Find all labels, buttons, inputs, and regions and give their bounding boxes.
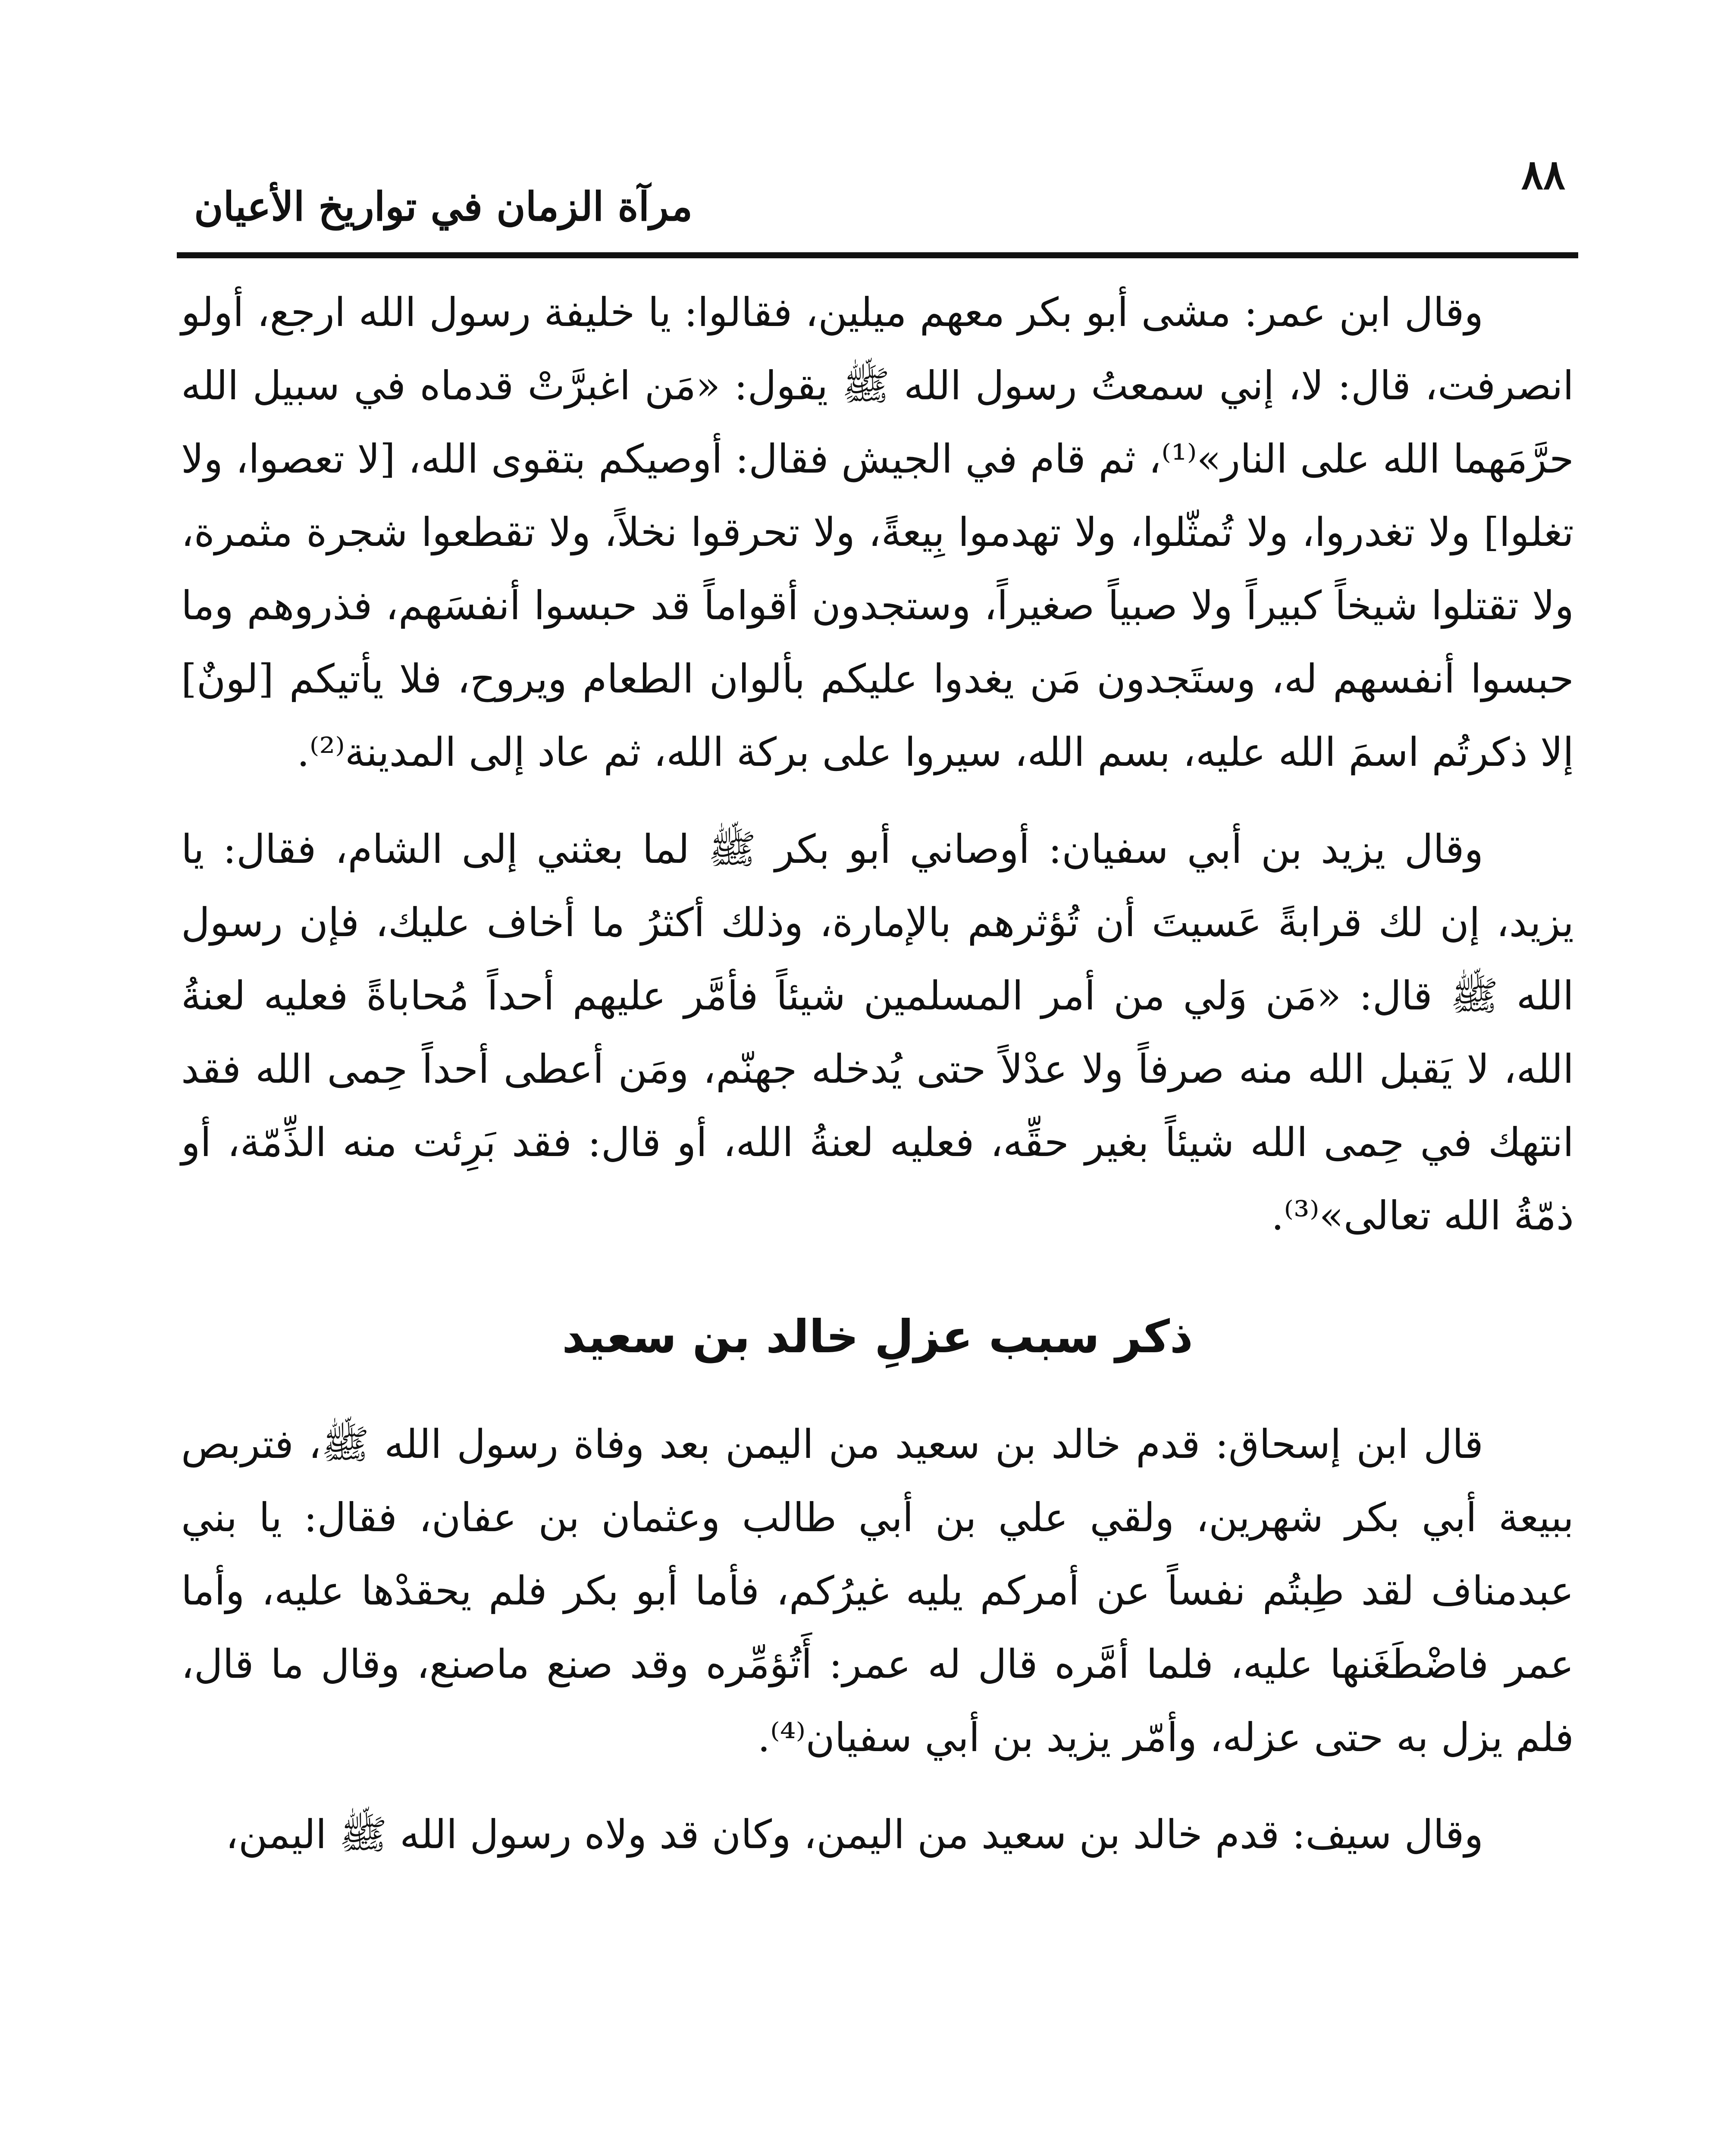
main-text [181,276,1574,1871]
page-number: ٨٨ [1521,151,1565,199]
paragraph-ibn-ishaq: قال ابن إسحاق: قدم خالد بن سعيد من اليمن بعد وفاة رسول الله ﷺ، فتربص ببيعة أبي بكر شهرين، ولقي علي بن أبي طالب وعثمان بن عفان، فقال: يا بني عبدمناف لقد طِبتُم نفساً عن أمركم يليه غيرُكم، فأما أبو بكر فلم يحقدْها عليه، وأما عمر فاضْطَغَنها عليه، فلما أمَّره قال له عمر: أَتُؤمِّره وقد صنع ماصنع، وقال ما قال، فلم يزل به حتى عزله، وأمّر يزيد بن أبي سفيان⁽⁴⁾. [181,1421,1574,1761]
header-rule [177,252,1578,258]
section-heading: ذكر سبب عزلِ خالد بن سعيد [562,1310,1193,1363]
paragraph-sayf: وقال سيف: قدم خالد بن سعيد من اليمن، وكان قد ولاه رسول الله ﷺ اليمن، [226,1811,1483,1858]
running-title: مرآة الزمان في تواريخ الأعيان [194,183,693,230]
paragraph-ibn-umar: وقال ابن عمر: مشى أبو بكر معهم ميلين، فقالوا: يا خليفة رسول الله ارجع، أولو انصرفت، قال: لا، إني سمعتُ رسول الله ﷺ يقول: «مَن اغبرَّتْ قدماه في سبيل الله حرَّمَهما الله على النار»⁽¹⁾، ثم قام في الجيش فقال: أوصيكم بتقوى الله، [لا تعصوا، ولا تغلوا] ولا تغدروا، ولا تُمثّلوا، ولا تهدموا بِيعةً، ولا تحرقوا نخلاً، ولا تقطعوا شجرة مثمرة، ولا تقتلوا شيخاً كبيراً ولا صبياً صغيراً، وستجدون أقواماً قد حبسوا أنفسَهم، فذروهم وما حبسوا أنفسهم له، وستَجدون مَن يغدوا عليكم بألوان الطعام ويروح، فلا يأتيكم [لونٌ] إلا ذكرتُم اسمَ الله عليه، بسم الله، سيروا على بركة الله، ثم عاد إلى المدينة⁽²⁾. [181,289,1574,775]
page-header [177,142,1565,250]
paragraph-yazid: وقال يزيد بن أبي سفيان: أوصاني أبو بكر ﷺ لما بعثني إلى الشام، فقال: يا يزيد، إن لك قرابةً عَسيتَ أن تُؤثرهم بالإمارة، وذلك أكثرُ ما أخاف عليك، فإن رسول الله ﷺ قال: «مَن وَلي من أمر المسلمين شيئاً فأمَّر عليهم أحداً مُحاباةً فعليه لعنةُ الله، لا يَقبل الله منه صرفاً ولا عدْلاً حتى يُدخله جهنّم، ومَن أعطى أحداً حِمى الله فقد انتهك في حِمى الله شيئاً بغير حقِّه، فعليه لعنةُ الله، أو قال: فقد بَرِئت منه الذِّمّة، أو ذمّةُ الله تعالى»⁽³⁾. [181,826,1574,1239]
